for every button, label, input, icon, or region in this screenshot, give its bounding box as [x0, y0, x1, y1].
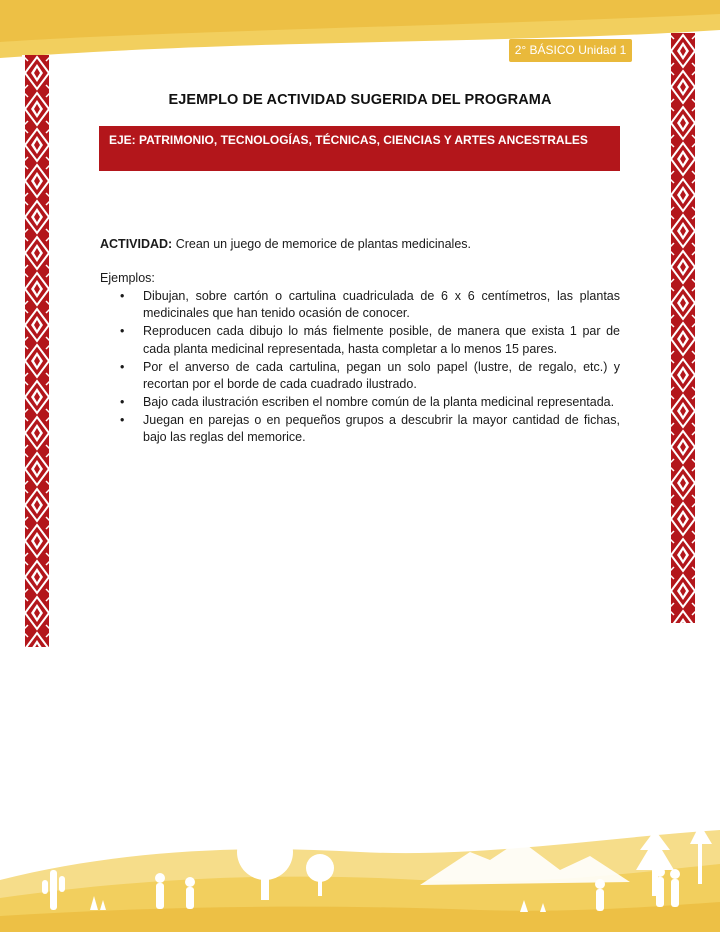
bullet-icon: • — [120, 412, 125, 427]
example-text: Juegan en parejas o en pequeños grupos a descubrir la mayor cantidad de fichas, bajo las reglas del memorice. — [143, 412, 620, 445]
activity-text: Crean un juego de memorice de plantas medicinales. — [172, 237, 471, 251]
list-item — [100, 323, 620, 358]
axis-banner — [99, 126, 620, 171]
examples-label: Ejemplos: — [100, 271, 155, 285]
list-item — [100, 412, 620, 447]
list-item — [100, 359, 620, 394]
grade-unit-badge: 2° BÁSICO Unidad 1 — [509, 39, 632, 62]
list-item — [100, 394, 620, 411]
bullet-icon: • — [120, 289, 125, 303]
example-text: Por el anverso de cada cartulina, pegan un solo papel (lustre, de regalo, etc.) y recortan por el borde de cada cuadrado ilustrado. — [143, 359, 620, 392]
example-text: Bajo cada ilustración escriben el nombre común de la planta medicinal representada. — [143, 394, 615, 409]
activity-line — [100, 236, 620, 253]
bullet-icon: • — [120, 359, 125, 374]
list-item — [100, 288, 620, 323]
left-decorative-border — [22, 55, 52, 647]
axis-label: EJE: PATRIMONIO, TECNOLOGÍAS, TÉCNICAS, CIENCIAS Y ARTES ANCESTRALES — [109, 133, 588, 147]
document-title: EJEMPLO DE ACTIVIDAD SUGERIDA DEL PROGRAMA — [168, 92, 552, 108]
activity-label: ACTIVIDAD: — [100, 237, 173, 251]
example-text: Dibujan, sobre cartón o cartulina cuadriculada de 6 x 6 centímetros, las plantas medicinales que han tenido ocasión de conocer. — [143, 289, 620, 321]
footer-landscape-illustration — [0, 760, 720, 932]
bullet-icon: • — [120, 324, 125, 339]
examples-list — [100, 288, 620, 447]
example-text: Reproducen cada dibujo lo más fielmente posible, de manera que exista 1 par de cada planta medicinal representada, hasta completar a lo menos 15 pares. — [143, 324, 620, 356]
right-decorative-border — [668, 33, 698, 623]
bullet-icon: • — [120, 394, 125, 409]
